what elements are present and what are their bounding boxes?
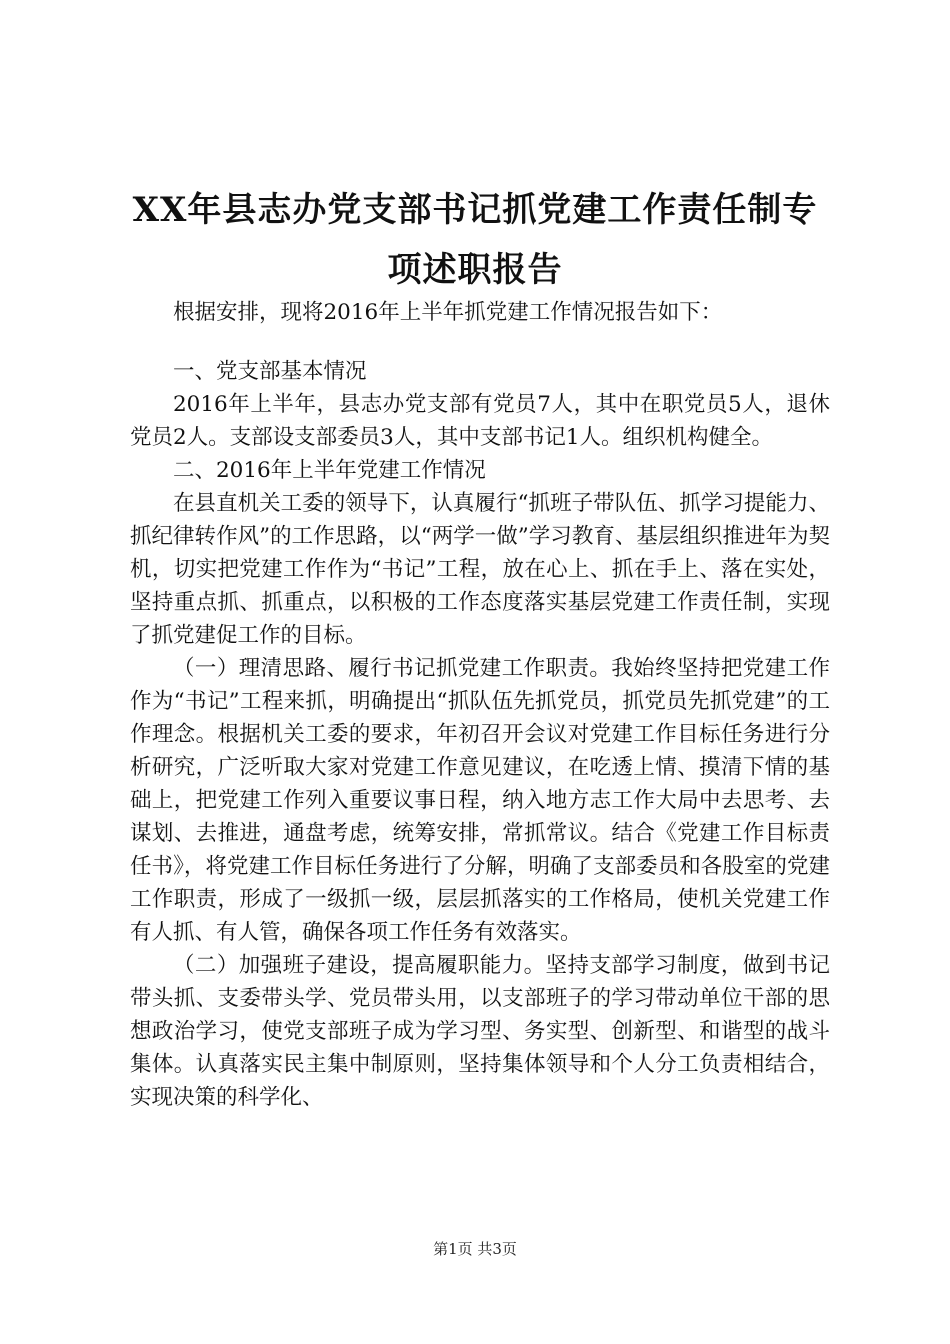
body-paragraph: （二）加强班子建设，提高履职能力。坚持支部学习制度，做到书记带头抓、支委带头学、党员带头用，以支部班子的学习带动单位干部的思想政治学习，使党支部班子成为学习型、务实型、创新型、和谐型的战斗集体。认真落实民主集中制原则，坚持集体领导和个人分工负责相结合，实现决策的科学化、 (130, 953, 830, 1110)
body-paragraph: 在县直机关工委的领导下，认真履行“抓班子带队伍、抓学习提能力、抓纪律转作风”的工作思路，以“两学一做”学习教育、基层组织推进年为契机，切实把党建工作作为“书记”工程，放在心上、抓在手上、落在实处，坚持重点抓、抓重点，以积极的工作态度落实基层党建工作责任制，实现了抓党建促工作的目标。 (130, 491, 830, 648)
document-title-line-2: 项述职报告 (387, 250, 563, 290)
body-paragraph: 2016年上半年，县志办党支部有党员7人，其中在职党员5人，退休党员2人。支部设支部委员3人，其中支部书记1人。组织机构健全。 (130, 392, 830, 450)
document-title-line-1: XX年县志办党支部书记抓党建工作责任制专 (132, 190, 818, 230)
section-heading-2: 二、2016年上半年党建工作情况 (173, 458, 486, 483)
page-number-footer: 第1页 共3页 (433, 1240, 517, 1258)
body-paragraph: （一）理清思路、履行书记抓党建工作职责。我始终坚持把党建工作作为“书记”工程来抓，明确提出“抓队伍先抓党员，抓党员先抓党建”的工作理念。根据机关工委的要求，年初召开会议对党建工作目标任务进行分析研究，广泛听取大家对党建工作意见建议，在吃透上情、摸清下情的基础上，把党建工作列入重要议事日程，纳入地方志工作大局中去思考、去谋划、去推进，通盘考虑，统筹安排，常抓常议。结合《党建工作目标责任书》，将党建工作目标任务进行了分解，明确了支部委员和各股室的党建工作职责，形成了一级抓一级，层层抓落实的工作格局，使机关党建工作有人抓、有人管，确保各项工作任务有效落实。 (130, 656, 830, 945)
document-body (130, 296, 830, 1114)
section-heading-1: 一、党支部基本情况 (173, 359, 367, 384)
intro-paragraph: 根据安排，现将2016年上半年抓党建工作情况报告如下： (173, 300, 723, 325)
